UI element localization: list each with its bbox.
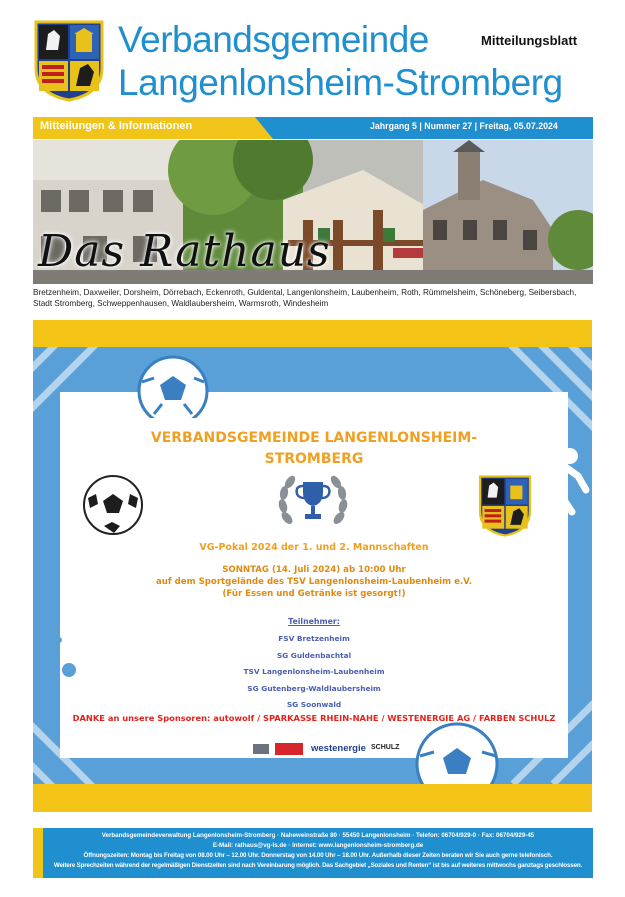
footer-office-notes: Weitere Sprechzeiten während der regelmäßigen Dienstzeiten sind nach Vereinbarung möglich. Das Sachgebiet „Soziales und Renten“ ist bis auf weiteres mittwochs ganztags geschlossen. — [53, 862, 583, 869]
team-item: FSV Bretzenheim — [278, 634, 350, 643]
issue-info: Jahrgang 5 | Nummer 27 | Freitag, 05.07.2024 — [370, 121, 558, 131]
member-towns-list: Bretzenheim, Daxweiler, Dorsheim, Dörrebach, Eckenroth, Guldental, Langenlonsheim, Laubenheim, Roth, Rümmelsheim, Schöneberg, Seibersbach, Stadt Stromberg, Schweppenhausen, Waldlaubersheim, Warmsroth, Windesheim — [33, 288, 577, 308]
poster-bottom-stripe — [33, 784, 592, 812]
team-item: SG Soonwald — [286, 700, 342, 709]
publisher-title-line1: Verbandsgemeinde — [118, 19, 429, 60]
sponsor-logos — [253, 742, 403, 758]
poster-title-line2: STROMBERG — [264, 451, 364, 467]
photo-caption: Das Rathaus — [38, 226, 331, 277]
team-item: SG Gutenberg-Waldlaubersheim — [247, 684, 381, 693]
publisher-title-line2: Langenlonsheim-Stromberg — [118, 62, 563, 103]
football-icon — [82, 474, 144, 536]
coat-of-arms-logo — [34, 20, 104, 102]
footer-opening-hours: Öffnungszeiten: Montag bis Freitag von 08.00 Uhr – 12.00 Uhr. Donnerstag von 14.00 Uhr – 18.00 Uhr. Außerhalb dieser Zeiten beraten wir Sie auch gerne telefonisch. — [83, 852, 553, 859]
footer-email-web: E-Mail: rathaus@vg-ls.de · Internet: www.langenlonsheim-stromberg.de — [212, 842, 424, 849]
sponsors-thanks: DANKE an unsere Sponsoren: autowolf / SPARKASSE RHEIN-NAHE / WESTENERGIE AG / FARBEN SCHULZ — [72, 713, 556, 723]
poster-title — [60, 428, 568, 470]
football-icon — [134, 352, 212, 418]
event-catering: (Für Essen und Getränke ist gesorgt!) — [222, 589, 406, 599]
farben-schulz-logo: SCHULZ — [371, 744, 400, 751]
team-item: SG Guldenbachtal — [276, 651, 352, 660]
team-item: TSV Langenlonsheim-Laubenheim — [243, 667, 385, 676]
poster-title-line1: VERBANDSGEMEINDE LANGENLONSHEIM- — [150, 430, 478, 446]
sparkasse-logo — [275, 743, 303, 755]
cup-heading: VG-Pokal 2024 der 1. und 2. Mannschaften — [199, 542, 429, 553]
autowolf-logo — [253, 744, 269, 754]
section-label: Mitteilungen & Informationen — [40, 120, 193, 132]
football-icon — [410, 720, 504, 784]
participants-label: Teilnehmer: — [288, 617, 340, 626]
event-details — [60, 564, 568, 600]
westenergie-logo: westenergie — [311, 743, 366, 754]
event-venue: auf dem Sportgelände des TSV Langenlonsheim-Laubenheim e.V. — [156, 577, 472, 587]
coat-of-arms-logo — [478, 475, 532, 537]
trophy-laurel-icon — [275, 470, 351, 534]
event-date: SONNTAG (14. Juli 2024) ab 10:00 Uhr — [222, 565, 406, 575]
publication-name: Mitteilungsblatt — [481, 33, 578, 48]
footer-side-tab — [33, 828, 43, 878]
poster-top-stripe — [33, 320, 592, 347]
footer-address: Verbandsgemeindeverwaltung Langenlonsheim-Stromberg · Naheweinstraße 80 · 55450 Langenlonsheim · Telefon: 06704/929-0 · Fax: 06704/929-45 — [101, 832, 535, 839]
